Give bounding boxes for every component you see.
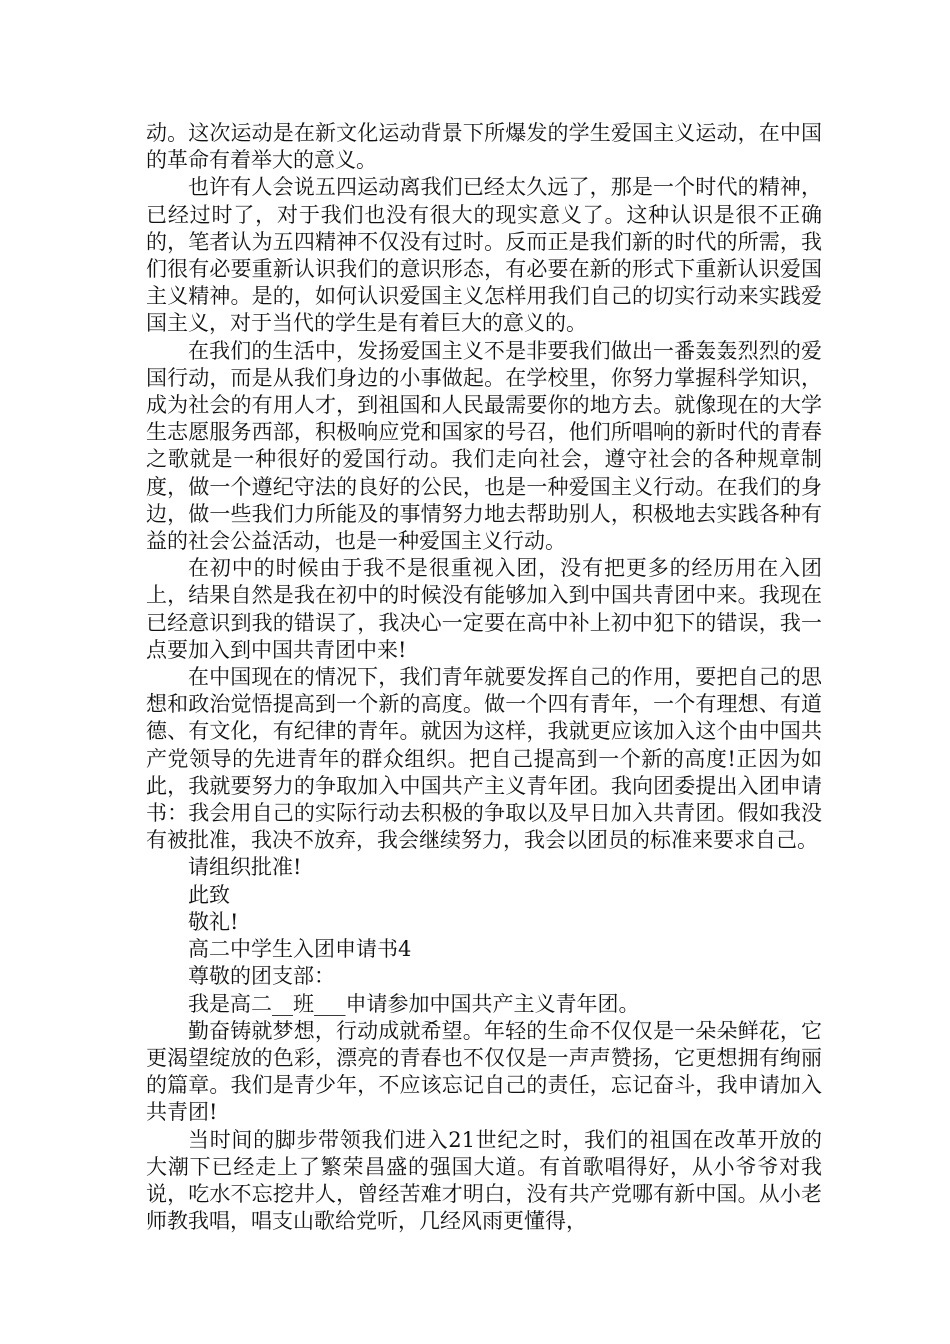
paragraph: 当时间的脚步带领我们进入21世纪之时，我们的祖国在改革开放的大潮下已经走上了繁荣昌盛的强国大道。有首歌唱得好，从小爷爷对我说，吃水不忘挖井人，曾经苦难才明白，没有共产党哪有新中国。从小老师教我唱，唱支山歌给党听，几经风雨更懂得， — [146, 1127, 822, 1234]
section-title: 高二中学生入团申请书4 — [188, 937, 412, 962]
closing-request: 请组织批准! — [188, 855, 302, 880]
closing-salutation: 此致 — [188, 882, 230, 907]
document-page — [146, 120, 822, 1235]
paragraph: 也许有人会说五四运动离我们已经太久远了，那是一个时代的精神，已经过时了，对于我们也没有很大的现实意义了。这种认识是很不正确的，笔者认为五四精神不仅没有过时。反而正是我们新的时代的所需，我们很有必要重新认识我们的意识形态，有必要在新的形式下重新认识爱国主义精神。是的，如何认识爱国主义怎样用我们自己的切实行动来实践爱国主义，对于当代的学生是有着巨大的意义的。 — [146, 175, 822, 336]
paragraph: 勤奋铸就梦想，行动成就希望。年轻的生命不仅仅是一朵朵鲜花，它更渴望绽放的色彩，漂亮的青春也不仅仅是一声声赞扬，它更想拥有绚丽的篇章。我们是青少年，不应该忘记自己的责任，忘记奋斗，我申请加入共青团! — [146, 1018, 822, 1125]
paragraph: 我是高二__班___申请参加中国共产主义青年团。 — [188, 991, 640, 1016]
paragraph-continuation: 动。这次运动是在新文化运动背景下所爆发的学生爱国主义运动，在中国的革命有着举大的意义。 — [146, 121, 822, 173]
closing-regards: 敬礼! — [188, 909, 239, 934]
paragraph: 在初中的时候由于我不是很重视入团，没有把更多的经历用在入团上，结果自然是我在初中的时候没有能够加入到中国共青团中来。我现在已经意识到我的错误了，我决心一定要在高中补上初中犯下的错误，我一点要加入到中国共青团中来! — [146, 556, 822, 662]
greeting: 尊敬的团支部： — [188, 964, 335, 989]
paragraph: 在我们的生活中，发扬爱国主义不是非要我们做出一番轰轰烈烈的爱国行动，而是从我们身边的小事做起。在学校里，你努力掌握科学知识，成为社会的有用人才，到祖国和人民最需要你的地方去。就像现在的大学生志愿服务西部，积极响应党和国家的号召，他们所唱响的新时代的青春之歌就是一种很好的爱国行动。我们走向社会，遵守社会的各种规章制度，做一个遵纪守法的良好的公民，也是一种爱国主义行动。在我们的身边，做一些我们力所能及的事情努力地去帮助别人，积极地去实践各种有益的社会公益活动，也是一种爱国主义行动。 — [146, 338, 822, 554]
paragraph: 在中国现在的情况下，我们青年就要发挥自己的作用，要把自己的思想和政治觉悟提高到一个新的高度。做一个四有青年，一个有理想、有道德、有文化，有纪律的青年。就因为这样，我就更应该加入这个由中国共产党领导的先进青年的群众组织。把自己提高到一个新的高度!正因为如此，我就要努力的争取加入中国共产主义青年团。我向团委提出入团申请书：我会用自己的实际行动去积极的争取以及早日加入共青团。假如我没有被批准，我决不放弃，我会继续努力，我会以团员的标准来要求自己。 — [146, 665, 822, 853]
